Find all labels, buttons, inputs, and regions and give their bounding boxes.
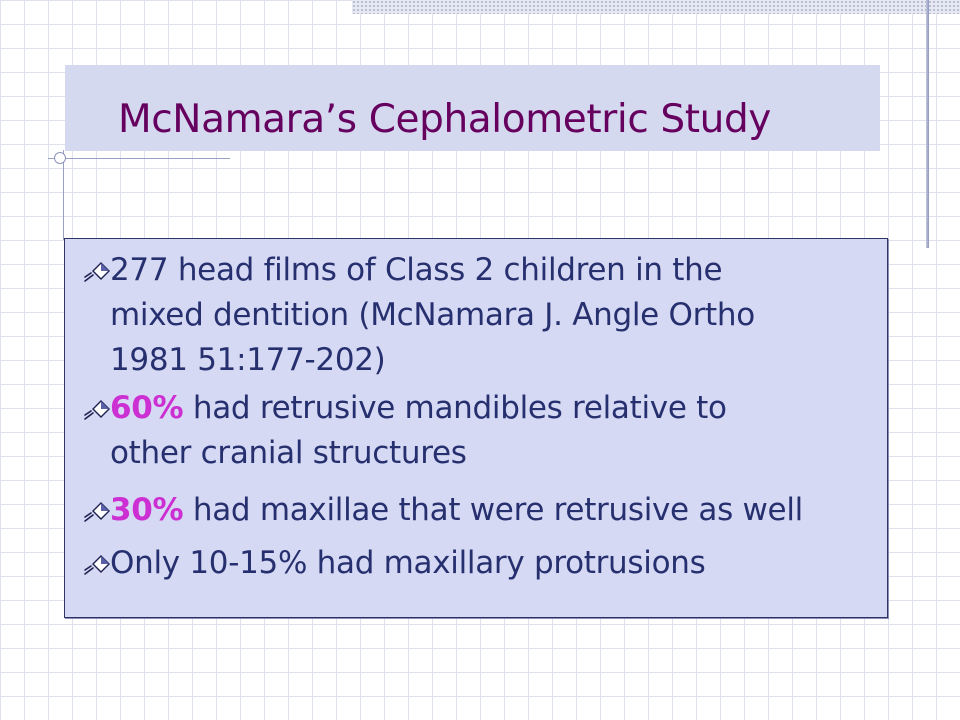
diamond-bullet-icon xyxy=(83,261,111,285)
bullet-text-line xyxy=(110,386,880,431)
diamond-bullet-icon xyxy=(83,554,111,578)
decorative-right-rule xyxy=(926,0,929,248)
decorative-top-band xyxy=(352,0,960,14)
bullet-text-line: 1981 51:177-202) xyxy=(110,342,386,378)
slide-title: McNamara’s Cephalometric Study xyxy=(118,97,771,142)
bullet-text-line: 277 head films of Class 2 children in the xyxy=(110,252,723,288)
decorative-title-underline xyxy=(48,158,230,159)
percentage-highlight: 30% xyxy=(110,492,184,528)
bullet-text-line: Only 10-15% had maxillary protrusions xyxy=(110,545,706,581)
diamond-bullet-icon xyxy=(83,501,111,525)
diamond-bullet-icon xyxy=(83,399,111,423)
bullet-text-line xyxy=(110,488,880,533)
bullet-text-fragment: had retrusive mandibles relative to xyxy=(183,390,727,426)
bullet-text-line: mixed dentition (McNamara J. Angle Ortho xyxy=(110,297,755,333)
bullet-text-line: other cranial structures xyxy=(110,435,467,471)
decorative-left-rule xyxy=(63,150,64,240)
bullet-text-fragment: had maxillae that were retrusive as well xyxy=(183,492,803,528)
crosshair-ornament-icon xyxy=(54,152,66,164)
percentage-highlight: 60% xyxy=(110,390,184,426)
content-box xyxy=(64,238,888,618)
